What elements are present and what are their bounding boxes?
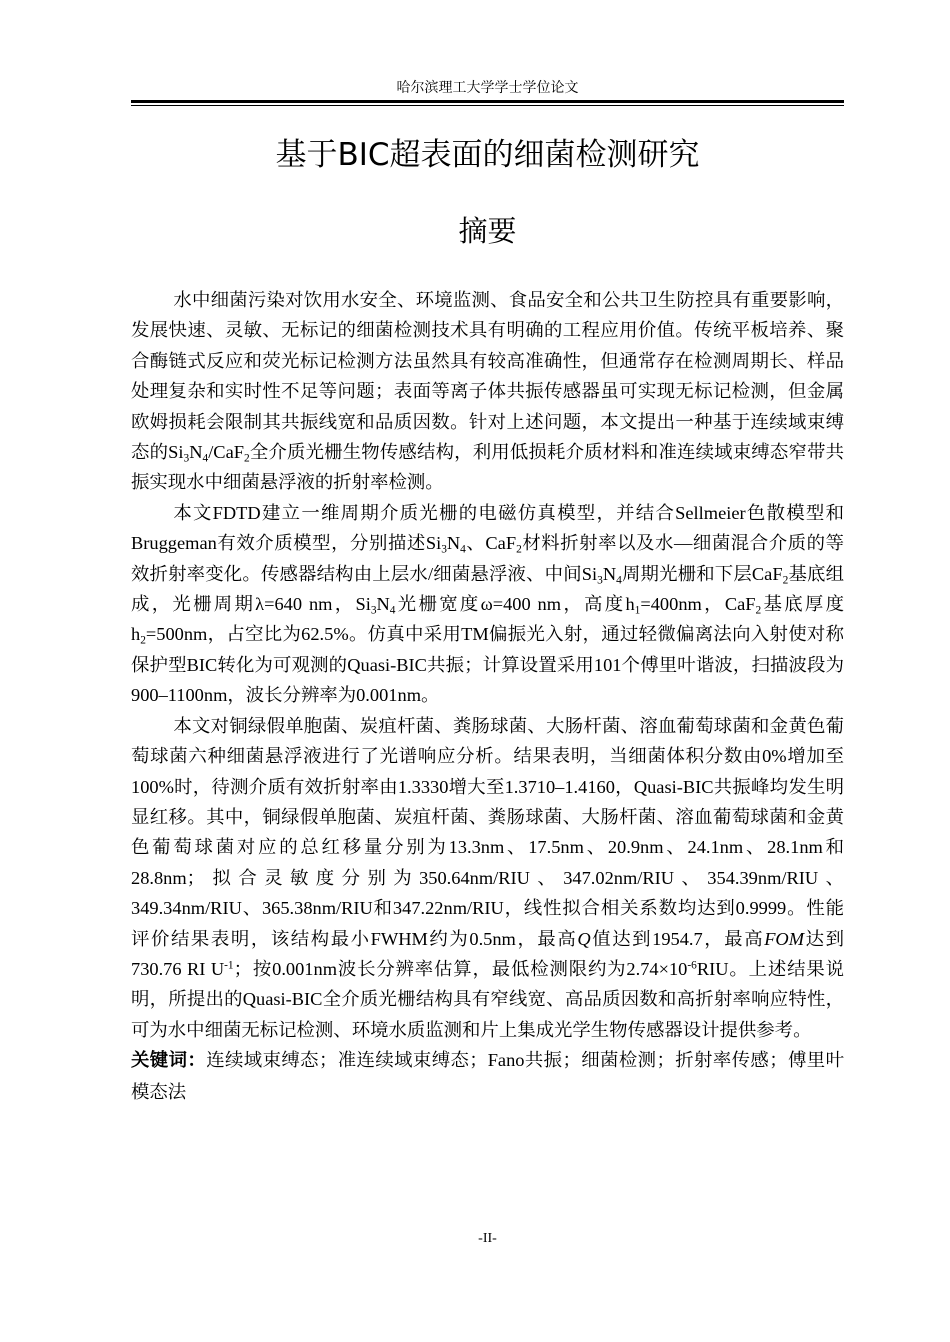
page-number: -II-	[478, 1231, 497, 1246]
thesis-title: 基于BIC超表面的细菌检测研究	[275, 137, 700, 173]
keywords	[131, 1045, 844, 1107]
header-rule-thick	[131, 100, 844, 103]
abstract-paragraph-2: 本文FDTD建立一维周期介质光栅的电磁仿真模型，并结合Sellmeier色散模型和Bruggeman有效介质模型，分别描述$Si_3N_4$、CaF$_2$材料折射率以及水—细菌混合介质的等效折射率变化。传感器结构由上层水/细菌悬浮液、中间$Si_3N_4$周期光栅和下层CaF$_2$基底组成，光栅周期λ=640 nm，$Si_3N_4$光栅宽度ω=400 nm，高度$h_1=400nm$，CaF$_2$基底厚度$h_2=500nm$，占空比为62.5%。仿真中采用TM偏振光入射，通过轻微偏离法向入射使对称保护型BIC转化为可观测的Quasi-BIC共振；计算设置采用101个傅里叶谐波，扫描波段为900–1100nm，波长分辨率为0.001nm。	[131, 502, 844, 706]
running-header: 哈尔滨理工大学学士学位论文	[396, 81, 579, 96]
abstract-paragraph-1: 水中细菌污染对饮用水安全、环境监测、食品安全和公共卫生防控具有重要影响，发展快速、灵敏、无标记的细菌检测技术具有明确的工程应用价值。传统平板培养、聚合酶链式反应和荧光标记检测方法虽然具有较高准确性，但通常存在检测周期长、样品处理复杂和实时性不足等问题；表面等离子体共振传感器虽可实现无标记检测，但金属欧姆损耗会限制其共振线宽和品质因数。针对上述问题，本文提出一种基于连续域束缚态的$Si_3N_4/CaF_2$全介质光栅生物传感结构，利用低损耗介质材料和准连续域束缚态窄带共振实现水中细菌悬浮液的折射率检测。	[131, 290, 844, 493]
keywords-text: 连续域束缚态；准连续域束缚态；Fano共振；细菌检测；折射率传感；傅里叶模态法	[131, 1050, 844, 1102]
abstract-heading: 摘要	[458, 214, 517, 248]
abstract-paragraph-3: 本文对铜绿假单胞菌、炭疽杆菌、粪肠球菌、大肠杆菌、溶血葡萄球菌和金黄色葡萄球菌六种细菌悬浮液进行了光谱响应分析。结果表明，当细菌体积分数由0%增加至100%时，待测介质有效折射率由1.3330增大至1.3710–1.4160，Quasi-BIC共振峰均发生明显红移。其中，铜绿假单胞菌、炭疽杆菌、粪肠球菌、大肠杆菌、溶血葡萄球菌和金黄色葡萄球菌对应的总红移量分别为13.3nm、17.5nm、20.9nm、24.1nm、28.1nm和28.8nm；拟合灵敏度分别为350.64nm/RIU、347.02nm/RIU、354.39nm/RIU、349.34nm/RIU、365.38nm/RIU和347.22nm/RIU，线性拟合相关系数均达到0.9999。性能评价结果表明，该结构最小FWHM约为0.5nm，最高Q值达到1954.7，最高FOM达到730.76 RI $U^{-1}$；按0.001nm波长分辨率估算，最低检测限约为$2.74\times 10^{-6}RIU$。上述结果说明，所提出的Quasi-BIC全介质光栅结构具有窄线宽、高品质因数和高折射率响应特性，可为水中细菌无标记检测、环境水质监测和片上集成光学生物传感器设计提供参考。	[131, 715, 844, 1040]
keywords-label: 关键词：	[131, 1050, 207, 1072]
abstract-body	[131, 285, 844, 1107]
header-rule-thin	[131, 105, 844, 106]
